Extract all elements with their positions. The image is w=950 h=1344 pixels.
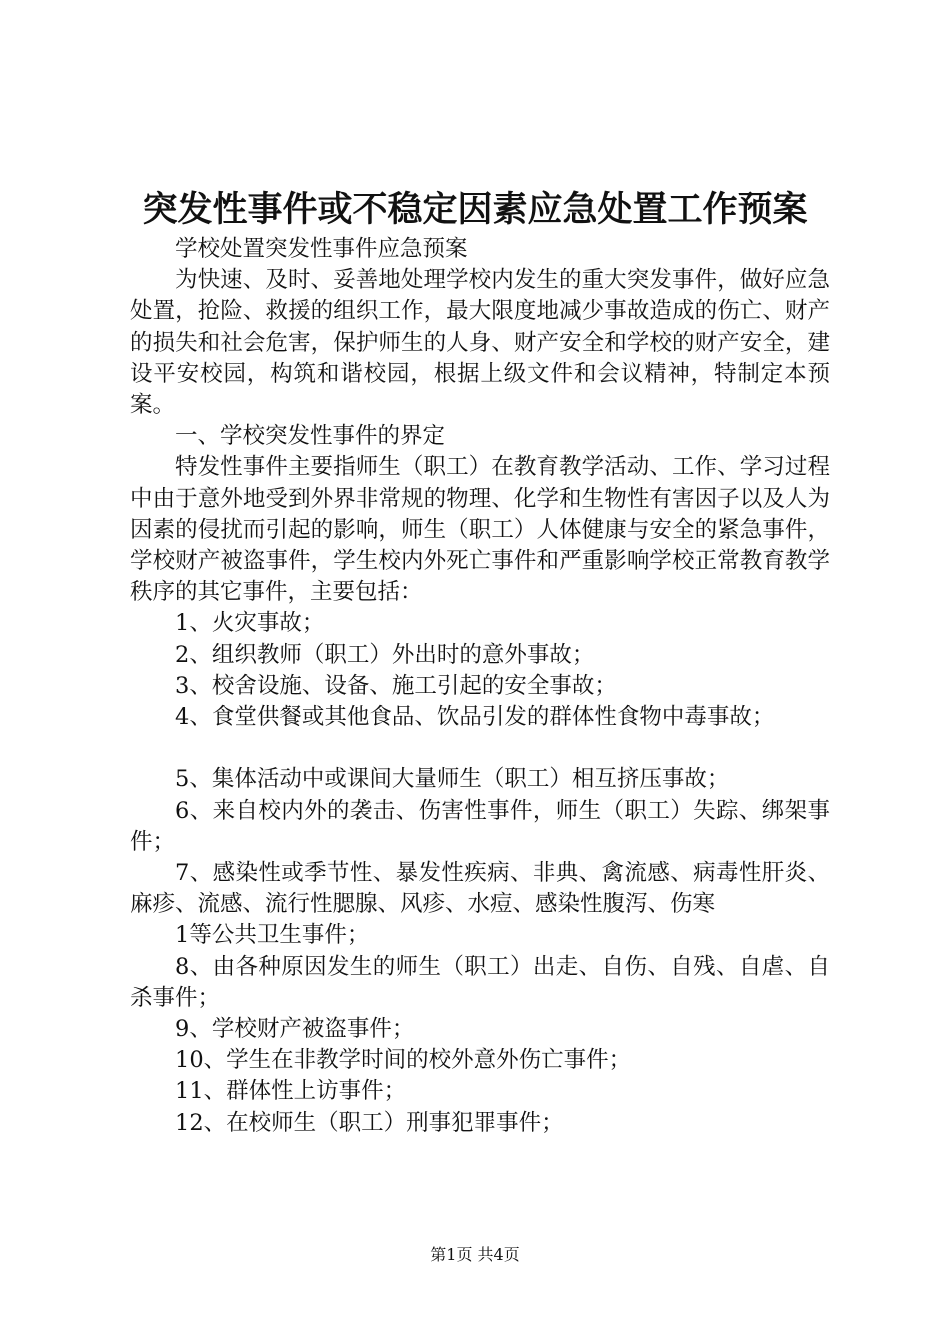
- blank-line: [130, 733, 830, 764]
- list-item: 8、由各种原因发生的师生（职工）出走、自伤、自残、自虐、自杀事件；: [130, 953, 830, 1011]
- list-item: 6、来自校内外的袭击、伤害性事件，师生（职工）失踪、绑架事件；: [130, 797, 830, 855]
- page-number: 第1页 共4页: [430, 1245, 520, 1264]
- list-item: 1、火灾事故；: [175, 610, 325, 637]
- list-item: 3、校舍设施、设备、施工引起的安全事故；: [175, 672, 617, 699]
- list-item: 2、组织教师（职工）外出时的意外事故；: [175, 641, 595, 668]
- definition-paragraph: 特发性事件主要指师生（职工）在教育教学活动、工作、学习过程中由于意外地受到外界非常规的物理、化学和生物性有害因子以及人为因素的侵扰而引起的影响，师生（职工）人体健康与安全的紧急事件，学校财产被盗事件，学生校内外死亡事件和严重影响学校正常教育教学秩序的其它事件，主要包括：: [130, 454, 830, 606]
- list-item: 12、在校师生（职工）刑事犯罪事件；: [175, 1109, 564, 1136]
- subtitle: 学校处置突发性事件应急预案: [175, 236, 468, 262]
- list-item: 1等公共卫生事件；: [175, 922, 370, 949]
- list-item: 10、学生在非教学时间的校外意外伤亡事件；: [175, 1047, 632, 1074]
- document-body: [130, 234, 830, 1139]
- list-item: 9、学校财产被盗事件；: [175, 1016, 415, 1043]
- list-item: 5、集体活动中或课间大量师生（职工）相互挤压事故；: [175, 766, 730, 793]
- list-item: 4、食堂供餐或其他食品、饮品引发的群体性食物中毒事故；: [175, 704, 775, 731]
- intro-paragraph: 为快速、及时、妥善地处理学校内发生的重大突发事件，做好应急处置，抢险、救援的组织工作，最大限度地减少事故造成的伤亡、财产的损失和社会危害，保护师生的人身、财产安全和学校的财产安全，建设平安校园，构筑和谐校园，根据上级文件和会议精神，特制定本预案。: [130, 267, 830, 419]
- list-item: 11、群体性上访事件；: [175, 1078, 407, 1105]
- list-item: 7、感染性或季节性、暴发性疾病、非典、禽流感、病毒性肝炎、麻疹、流感、流行性腮腺、风疹、水痘、感染性腹泻、伤寒: [130, 860, 830, 918]
- section-heading: 一、学校突发性事件的界定: [175, 423, 446, 450]
- document-title: 突发性事件或不稳定因素应急处置工作预案: [142, 189, 808, 230]
